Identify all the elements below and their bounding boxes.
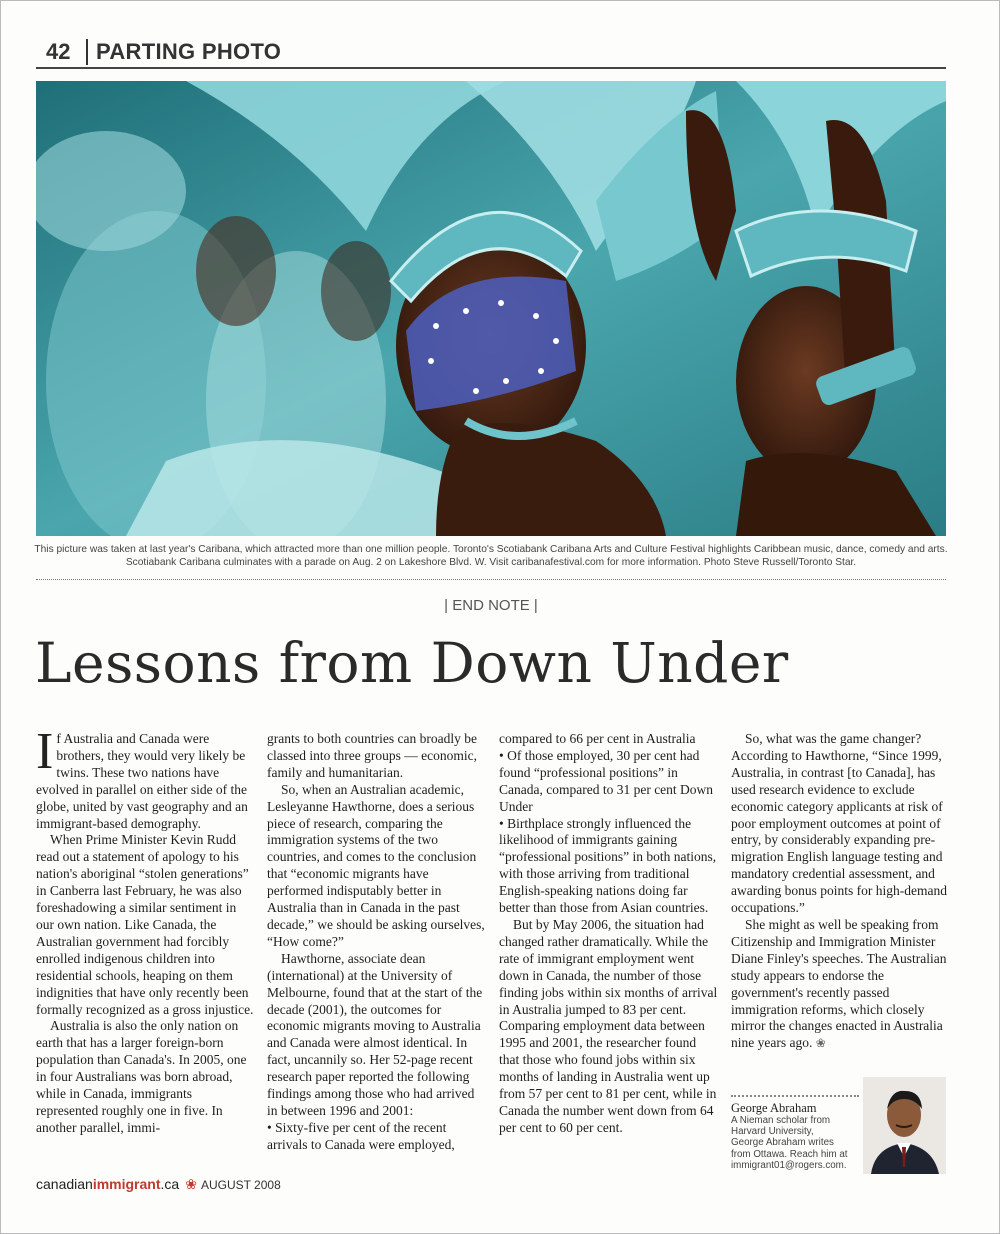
author-headshot [863,1077,946,1174]
page-header [36,37,946,67]
paragraph [731,917,951,1052]
brand-name-accent: immigrant [92,1176,161,1192]
paragraph: But by May 2006, the situation had changed rather dramatically. While the rate of immigrant employment went down in Canada, the number of those finding jobs within six months of arrival in Australia jumped to 83 per cent. Comparing employment data between 1995 and 2001, the researcher found that those who found jobs within six months of landing in Australia went up from 57 per cent to 81 per cent, while in Canada the number went down from 64 per cent to 60 per cent. [499,916,718,1135]
article-column-3 [499,731,719,1137]
paragraph-text: f Australia and Canada were brothers, they would very likely be twins. These two nations have evolved in parallel on either side of the globe, united by vast geography and an immigrant-based demography. [36,731,248,831]
page-footer [36,1176,281,1193]
header-divider [86,39,88,65]
paragraph: compared to 66 per cent in Australia [499,731,696,746]
paragraph-text: She might as well be speaking from Citizenship and Immigration Minister Diane Finley's speeches. The Australian study appears to endorse the government's recently passed immigration reforms, which closely mirror the changes enacted in Australia nine years ago. [731,916,947,1051]
paragraph: grants to both countries can broadly be classed into three groups — economic, family and humanitarian. [267,731,477,780]
brand-name-part: canadian [36,1176,93,1192]
brand-domain: .ca [160,1176,180,1192]
paragraph: Australia is also the only nation on earth that has a larger foreign-born population than Canada's. In 2005, one in four Australians was born abroad, while in Canada, immigrants represented roughly one in five. In another parallel, immi- [36,1018,247,1135]
bio-line: George Abraham writes [731,1137,834,1149]
bio-divider [731,1095,859,1097]
caption-line-1: This picture was taken at last year's Caribana, which attracted more than one million people. Toronto's Scotiabank Caribana Arts and Culture Festival highlights Caribbean music, dance, comedy and arts. [34,544,948,555]
section-divider [36,579,946,580]
article-column-4 [731,731,951,1052]
author-bio [731,1115,861,1171]
carnival-photo [36,81,946,536]
issue-date: AUGUST 2008 [200,1178,281,1192]
paragraph [36,723,256,832]
drop-cap: I [36,723,54,780]
maple-leaf-icon: ❀ [185,1176,197,1192]
maple-leaf-icon: ❀ [815,1036,826,1051]
bullet-item: • Birthplace strongly influenced the likelihood of immigrants gaining “professional positions” in both nations, with those arriving from traditional English-speaking nations doing far better than those from Asian countries. [499,815,717,916]
bio-line: A Nieman scholar from [731,1115,831,1126]
bio-line: Harvard University, [731,1126,814,1138]
article-column-2 [267,731,487,1154]
paragraph: Hawthorne, associate dean (international) at the University of Melbourne, found that at the start of the decade (2001), the outcomes for economic migrants moving to Australia and Canada were almost identical. In fact, uncannily so. Her 52-page recent research paper reported the following findings among those who had arrived in between 1996 and 2001: [267,950,483,1118]
article-column-1 [36,723,256,1137]
section-title: PARTING PHOTO [96,39,282,64]
bullet-item: • Sixty-five per cent of the recent arrivals to Canada were employed, [267,1119,455,1152]
paragraph: So, when an Australian academic, Lesleyanne Hawthorne, does a serious piece of research, comparing the immigration systems of the two countries, and comes to the conclusion that “economic migrants have performed indisputably better in Australia than in Canada in the past decade,” we should be asking ourselves, “How come?” [267,781,485,949]
paragraph: When Prime Minister Kevin Rudd read out a statement of apology to his nation's aboriginal “stolen generations” in Canberra last February, he was also foreshadowing a similar sentiment in our own nation. Like Canada, the Australian government had forcibly enrolled indigenous children into residential schools, heaping on them indignities that have only recently been formally recognized as a gross injustice. [36,832,254,1017]
photo-caption [31,543,951,569]
author-email[interactable]: immigrant01@rogers.com. [731,1159,847,1171]
kicker: | END NOTE | [444,597,538,614]
header-rule [36,67,946,69]
bio-line: from Ottawa. Reach him at [731,1148,848,1160]
headline: Lessons from Down Under [35,631,789,695]
caption-line-2: Scotiabank Caribana culminates with a parade on Aug. 2 on Lakeshore Blvd. W. Visit caribanafestival.com for more information. Photo Steve Russell/Toronto Star. [125,557,857,568]
page-number: 42 [46,39,71,64]
paragraph: So, what was the game changer? According to Hawthorne, “Since 1999, Australia, in contrast [to Canada], has used research evidence to exclude economic category applicants at risk of poor employment outcomes at point of entry, by considerably expanding pre-migration English language testing and mandatory credential assessment, and awarding bonus points for high-demand occupations.” [731,731,947,916]
author-name: George Abraham [731,1101,817,1115]
bullet-item: • Of those employed, 30 per cent had found “professional positions” in Canada, compared to 31 per cent Down Under [499,747,714,814]
